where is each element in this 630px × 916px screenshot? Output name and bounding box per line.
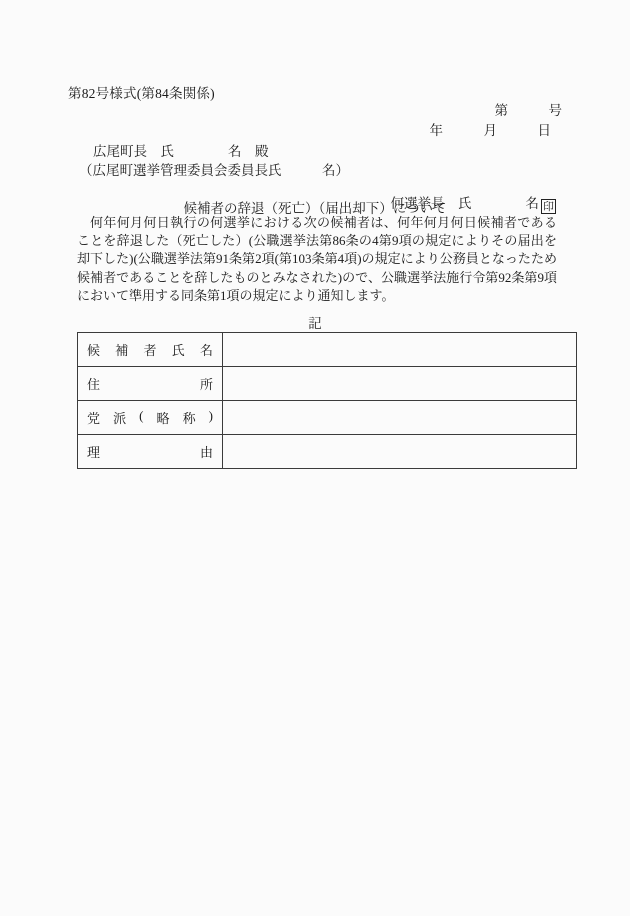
form-number: 第82号様式(第84条関係) xyxy=(68,86,215,101)
page-title: 候補者の辞退（死亡）（届出却下）について xyxy=(183,201,447,216)
label-char: 由 xyxy=(199,445,213,460)
table-row xyxy=(78,435,577,469)
label-chars xyxy=(87,442,213,461)
label-char: 補 xyxy=(115,343,129,358)
body-paragraph: 何年何月何日執行の何選挙における次の候補者は、何年何月何日候補者であることを辞退した（死亡した）(公職選挙法第86条の4第9項の規定によりその届出を却下した)(公職選挙法第91条第2項(第103条第4項)の規定により公務員となったため候補者であることを辞したものとみなされた)ので、公職選挙法施行令第92条第9項において準用する同条第1項の規定により通知します。 xyxy=(77,215,557,303)
label-chars xyxy=(87,374,213,393)
label-char: ( xyxy=(139,408,144,423)
row-value-address[interactable] xyxy=(223,367,577,401)
table-row xyxy=(78,367,577,401)
row-label-address xyxy=(78,367,223,401)
table-row xyxy=(78,333,577,367)
seal-icon: 印 xyxy=(543,201,554,213)
row-label-party xyxy=(78,401,223,435)
document-number-line: 第 号 xyxy=(494,103,562,118)
label-char: 名 xyxy=(199,343,213,358)
row-label-reason xyxy=(78,435,223,469)
label-char: 称 xyxy=(182,411,196,426)
label-char: 派 xyxy=(113,411,127,426)
label-char: ) xyxy=(208,408,213,423)
candidate-info-table xyxy=(77,332,577,469)
table-body xyxy=(78,333,577,469)
label-char: 所 xyxy=(199,377,213,392)
addressee-line: 広尾町長 氏 名 殿 xyxy=(93,144,269,159)
sender-name: 何選挙長 氏 名 xyxy=(390,196,539,211)
label-char: 住 xyxy=(87,377,101,392)
row-value-candidate-name[interactable] xyxy=(223,333,577,367)
label-char: 氏 xyxy=(171,343,185,358)
row-label-candidate-name xyxy=(78,333,223,367)
document-date-line: 年 月 日 xyxy=(429,123,551,138)
label-chars xyxy=(87,340,213,359)
table-row xyxy=(78,401,577,435)
label-char: 者 xyxy=(143,343,157,358)
row-value-reason[interactable] xyxy=(223,435,577,469)
label-char: 党 xyxy=(87,411,101,426)
label-char: 理 xyxy=(87,445,101,460)
addressee-sub-line: （広尾町選挙管理委員会委員長氏 名） xyxy=(79,163,349,178)
ki-mark: 記 xyxy=(308,316,322,331)
row-value-party[interactable] xyxy=(223,401,577,435)
label-char: 候 xyxy=(87,343,101,358)
label-chars xyxy=(87,408,213,427)
label-char: 略 xyxy=(156,411,170,426)
